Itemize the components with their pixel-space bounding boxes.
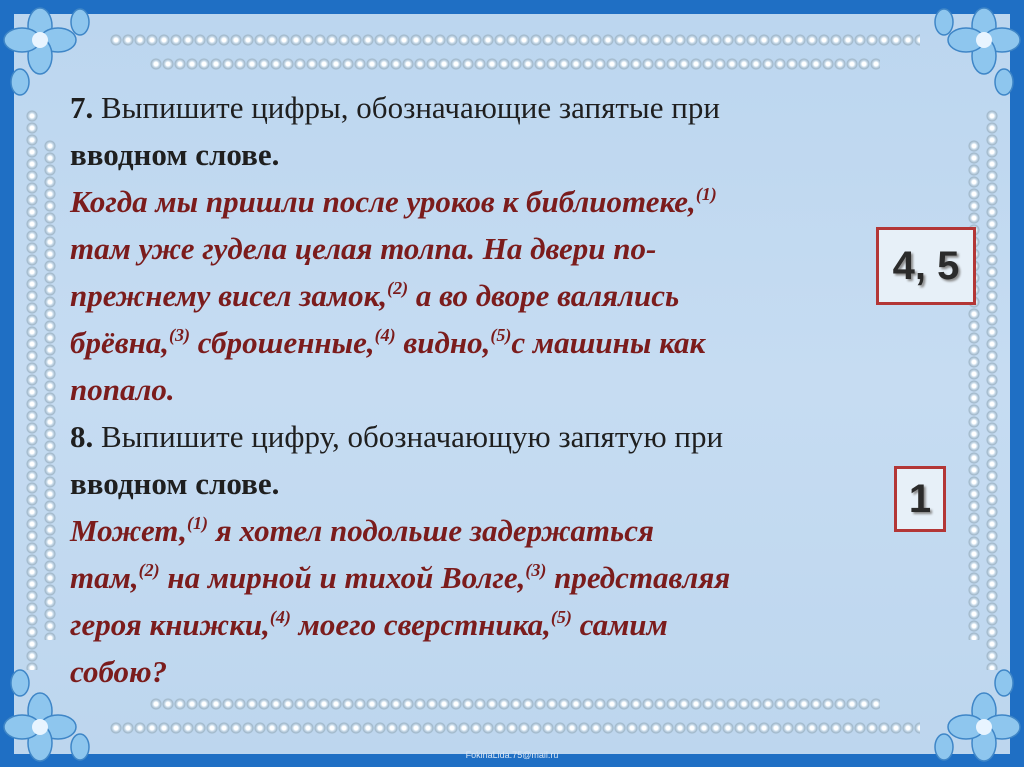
comma-number: (4) [269,607,291,627]
comma-number: (3) [169,325,191,345]
example-text: героя книжки, [70,607,270,642]
example-line [70,272,950,319]
comma-number: (5) [490,325,512,345]
comma-number: (5) [550,607,572,627]
task-7-prompt-text: Выпишите цифры, обозначающие запятые при [101,90,720,125]
task-7-prompt [70,84,950,131]
example-text: с машины как [511,325,706,360]
example-line [70,601,950,648]
comma-number: (2) [138,560,160,580]
comma-number: (2) [387,278,409,298]
comma-number: (1) [695,184,717,204]
bead-border-right [986,110,998,670]
comma-number: (1) [186,513,208,533]
example-line [70,178,950,225]
example-line [70,507,950,554]
example-text: там, [70,560,139,595]
task-8-number: 8. [70,419,94,454]
example-text: сброшенные, [190,325,375,360]
example-text: попало. [70,372,175,407]
task-8-prompt-text: Выпишите цифру, обозначающую запятую при [101,419,724,454]
task-8-answer-box: 1 [894,466,946,532]
example-line [70,554,950,601]
example-text: Когда мы пришли после уроков к библиотеке, [70,184,696,219]
task-8-example [70,507,950,695]
example-text: а во дворе валялись [408,278,680,313]
example-line [70,319,950,366]
bead-border-bottom-inner [150,698,880,710]
example-text: собою? [70,654,168,689]
task-8-prompt [70,413,950,460]
example-line [70,366,950,413]
task-7-keyword: вводном слове. [70,137,280,172]
comma-number: (4) [374,325,396,345]
bead-border-right-inner [968,140,980,640]
example-text: на мирной и тихой Волге, [159,560,526,595]
task-7-answer-box: 4, 5 [876,227,976,305]
task-7-example [70,178,950,413]
example-line [70,225,950,272]
task-7-number: 7. [70,90,94,125]
bead-border-left [26,110,38,670]
example-text: прежнему висел замок, [70,278,388,313]
example-line [70,648,950,695]
bead-border-top [110,34,920,46]
comma-number: (3) [525,560,547,580]
task-7-prompt-bold [70,131,950,178]
example-text: брёвна, [70,325,170,360]
example-text: я хотел подольше задержаться [207,513,654,548]
example-text: видно, [395,325,491,360]
bead-border-bottom [110,722,920,734]
example-text: Может, [70,513,187,548]
task-8-prompt-bold [70,460,950,507]
footer-email: FokinaLida.75@mail.ru [465,750,559,760]
example-text: моего сверстника, [290,607,551,642]
task-8-keyword: вводном слове. [70,466,280,501]
example-text: там уже гудела целая толпа. На двери по- [70,231,657,266]
example-text: представляя [546,560,731,595]
example-text: самим [571,607,668,642]
bead-border-left-inner [44,140,56,640]
bead-border-top-inner [150,58,880,70]
slide-content [70,84,950,695]
